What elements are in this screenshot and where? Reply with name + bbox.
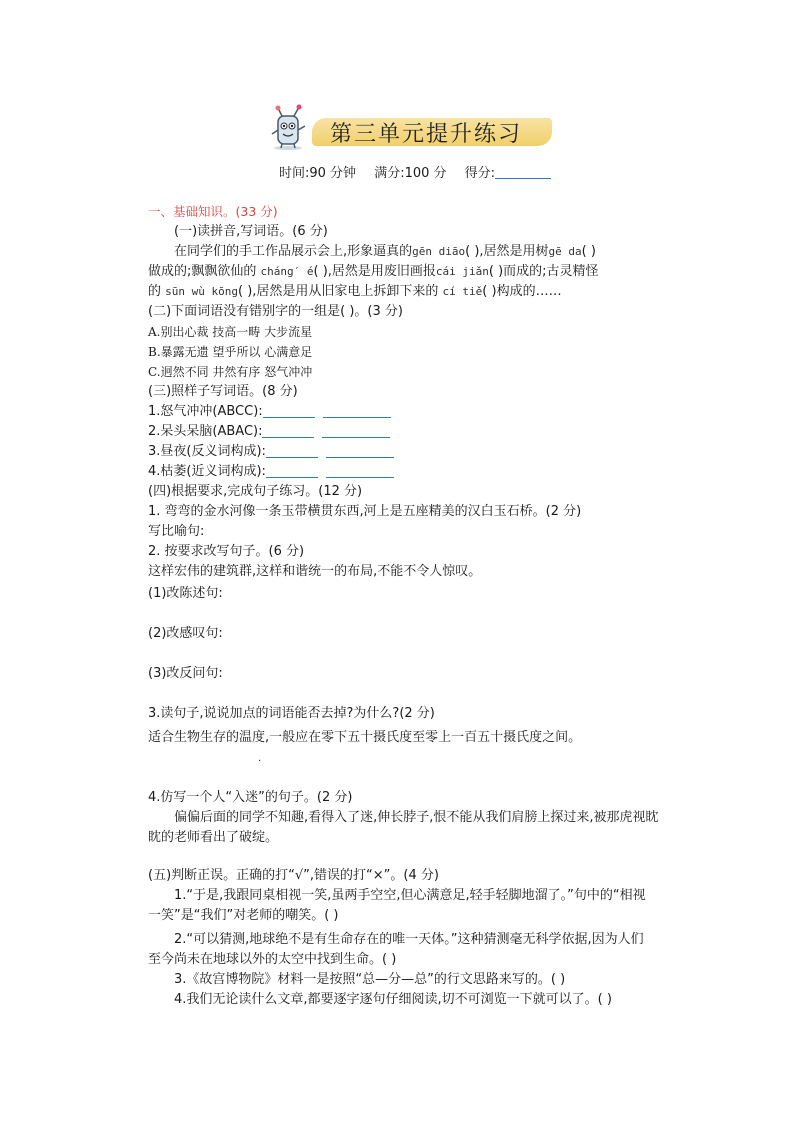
question-1-heading: (一)读拼音,写词语。(6 分) <box>174 224 328 239</box>
q1-text: 在同学们的手工作品展示会上,形象逼真的 <box>174 244 413 259</box>
judge-item-3: 3.《故宫博物院》材料一是按照“总—分—总”的行文思路来写的。( ) <box>174 972 566 987</box>
answer-blank[interactable] <box>322 424 390 438</box>
q1-text: ( ),居然是用树 <box>465 244 549 259</box>
option-b: B.暴露无遗 望乎所以 心满意足 <box>148 345 313 359</box>
imitation-sentence-cont: 眈的老师看出了破绽。 <box>148 830 279 845</box>
question-3-item-2 <box>148 422 668 442</box>
pinyin: gēn diāo <box>412 245 466 258</box>
section-heading: 一、基础知识。(33 分) <box>148 204 278 219</box>
judge-item-1: 1.“于是,我跟同桌相视一笑,虽两手空空,但心满意足,轻手轻脚地溜了。”句中的“相视 <box>174 888 646 903</box>
question-3-item-1 <box>148 402 668 422</box>
pinyin: cí tiě <box>442 285 483 298</box>
answer-blank[interactable] <box>263 404 315 418</box>
question-2-heading: (二)下面词语没有错别字的一组是( )。(3 分) <box>148 304 403 319</box>
answer-blank[interactable] <box>266 464 318 478</box>
full-score: 满分:100 分 <box>374 166 447 181</box>
judge-item-1-cont: 一笑”是“我们”对老师的嘲笑。( ) <box>148 908 339 923</box>
question-1-line-1 <box>148 242 668 262</box>
question-3-item-4 <box>148 462 668 482</box>
item-label: 1.怒气冲冲(ABCC): <box>148 404 263 419</box>
pinyin: cháng′ é <box>260 265 314 278</box>
question-3-heading: (三)照样子写词语。(8 分) <box>148 384 298 399</box>
judge-item-2: 2.“可以猜测,地球绝不是有生命存在的唯一天体。”这种猜测毫无科学依据,因为人们 <box>174 932 644 947</box>
imitation-sentence: 偏偏后面的同学不知趣,看得入了迷,伸长脖子,恨不能从我们肩膀上探过来,被那虎视眈 <box>174 810 659 825</box>
question-5-heading: (五)判断正误。正确的打“√”,错误的打“×”。(4 分) <box>148 868 439 883</box>
option-a: A.别出心裁 技高一畴 大步流星 <box>148 325 313 339</box>
question-1-line-2 <box>148 262 668 282</box>
question-4-sub-4: 4.仿写一个人“入迷”的句子。(2 分) <box>148 790 353 805</box>
q1-text: ( ),居然是用废旧画报 <box>313 264 436 279</box>
q1-text: ( ) <box>581 244 596 259</box>
score-label: 得分: <box>464 166 496 181</box>
question-4-sub-2: 2. 按要求改写句子。(6 分) <box>148 544 305 559</box>
q1-text: ( )而成的;古灵精怪 <box>488 264 599 279</box>
score-blank[interactable] <box>495 166 551 179</box>
emphasis-dot: · <box>258 756 262 767</box>
question-3-item-3 <box>148 442 668 462</box>
metaphor-prompt: 写比喻句: <box>148 524 205 539</box>
answer-blank[interactable] <box>262 424 314 438</box>
answer-blank[interactable] <box>266 444 318 458</box>
pinyin: gē da <box>548 245 582 258</box>
page-title: 第三单元提升练习 <box>330 122 523 147</box>
q1-text: ( )构成的…… <box>482 284 562 299</box>
answer-blank[interactable] <box>326 464 394 478</box>
item-label: 4.枯萎(近义词构成): <box>148 464 266 479</box>
declarative-prompt: (1)改陈述句: <box>148 586 223 601</box>
question-4-sub-1: 1. 弯弯的金水河像一条玉带横贯东西,河上是五座精美的汉白玉石桥。(2 分) <box>148 504 582 519</box>
pinyin: sūn wù kōng <box>165 285 238 298</box>
judge-item-4: 4.我们无论读什么文章,都要逐字逐句仔细阅读,切不可浏览一下就可以了。( ) <box>174 992 612 1007</box>
q1-text: ( ),居然是用从旧家电上拆卸下来的 <box>238 284 443 299</box>
answer-blank[interactable] <box>323 404 391 418</box>
cartoon-pencil-mascot-icon <box>268 104 310 150</box>
item-label: 3.昼夜(反义词构成): <box>148 444 266 459</box>
time-limit: 时间:90 分钟 <box>279 166 357 181</box>
judge-item-2-cont: 至今尚未在地球以外的太空中找到生命。( ) <box>148 952 397 967</box>
rhetorical-prompt: (3)改反问句: <box>148 666 223 681</box>
q1-text: 的 <box>148 284 166 299</box>
option-c: C.迥然不同 井然有序 怒气冲冲 <box>148 365 313 379</box>
question-4-sub-3: 3.读句子,说说加点的词语能否去掉?为什么?(2 分) <box>148 706 435 721</box>
question-4-heading: (四)根据要求,完成句子练习。(12 分) <box>148 484 363 499</box>
exclamatory-prompt: (2)改感叹句: <box>148 626 223 641</box>
answer-blank[interactable] <box>326 444 394 458</box>
question-1-line-3 <box>148 282 668 302</box>
q1-text: 做成的;飘飘欲仙的 <box>148 264 261 279</box>
source-sentence: 适合生物生存的温度,一般应在零下五十摄氏度至零上一百五十摄氏度之间。 <box>148 730 582 745</box>
title-banner <box>268 104 558 152</box>
pinyin: cái jiǎn <box>435 265 489 278</box>
exam-meta <box>279 162 565 181</box>
item-label: 2.呆头呆脑(ABAC): <box>148 424 263 439</box>
source-sentence: 这样宏伟的建筑群,这样和谐统一的布局,不能不令人惊叹。 <box>148 564 482 579</box>
